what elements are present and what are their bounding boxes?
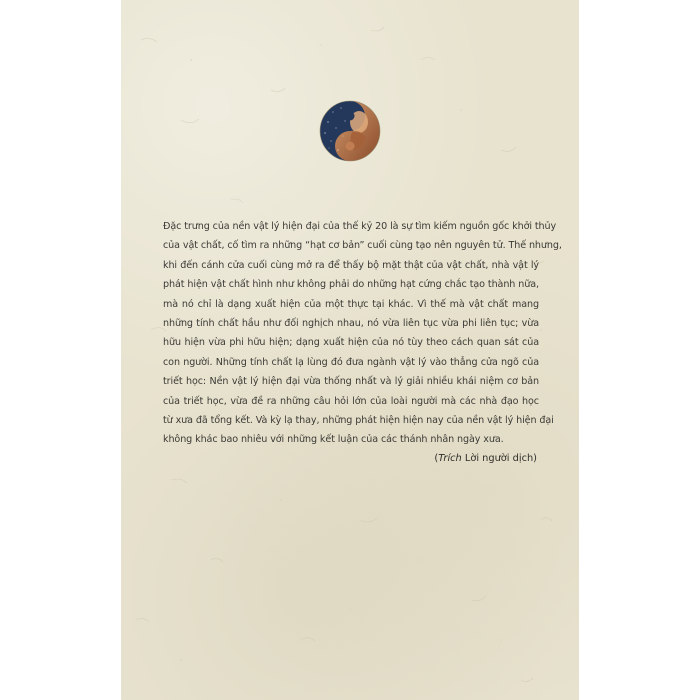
excerpt-line: triết học: Nền vật lý hiện đại vừa thống nhất và lý giải nhiều khái niệm cơ bản — [163, 376, 539, 388]
yin-yang-portrait-icon — [319, 100, 381, 162]
excerpt-line: của triết học, vừa đề ra những câu hỏi lớn của loài người mà các nhà đạo học — [163, 395, 539, 407]
excerpt-line: mà nó chỉ là dạng xuất hiện của một thực tại khác. Vì thế mà vật chất mang — [163, 298, 539, 310]
excerpt-line: không khác bao nhiêu với những kết luận của các thánh nhân ngày xưa. — [163, 434, 504, 446]
excerpt-line: Đặc trưng của nền vật lý hiện đại của thế kỷ 20 là sự tìm kiếm nguồn gốc khởi thủy — [163, 221, 557, 232]
attribution — [434, 453, 537, 464]
excerpt-line: của vật chất, cố tìm ra những “hạt cơ bản” cuối cùng tạo nên nguyên tử. Thế nhưng, — [163, 240, 562, 252]
attribution-open-paren: ( — [434, 453, 439, 464]
excerpt-paragraph — [163, 217, 562, 450]
excerpt-line: khi đến cánh cửa cuối cùng mở ra để thấy bộ mặt thật của vật chất, nhà vật lý — [163, 259, 539, 271]
excerpt-line: hữu hiện vừa phi hữu hiện; dạng xuất hiện của nó tùy theo cách quan sát của — [163, 337, 539, 349]
excerpt-line: những tính chất hầu như đối nghịch nhau, nó vừa liên tục vừa phi liên tục; vừa — [163, 318, 539, 330]
book-back-cover — [121, 0, 579, 700]
excerpt-line: con người. Những tính chất lạ lùng đó đưa ngành vật lý vào thẳng cửa ngõ của — [163, 356, 539, 368]
excerpt-line: từ xưa đã tổng kết. Và kỳ lạ thay, những phát hiện hiện nay của nền vật lý hiện đại — [163, 415, 554, 427]
excerpt-line: phát hiện vật chất hình như không phải do những hạt cứng chắc tạo thành nữa, — [163, 279, 539, 291]
attribution-italic: Trích — [438, 453, 462, 464]
attribution-source: Lời người dịch) — [461, 453, 537, 464]
